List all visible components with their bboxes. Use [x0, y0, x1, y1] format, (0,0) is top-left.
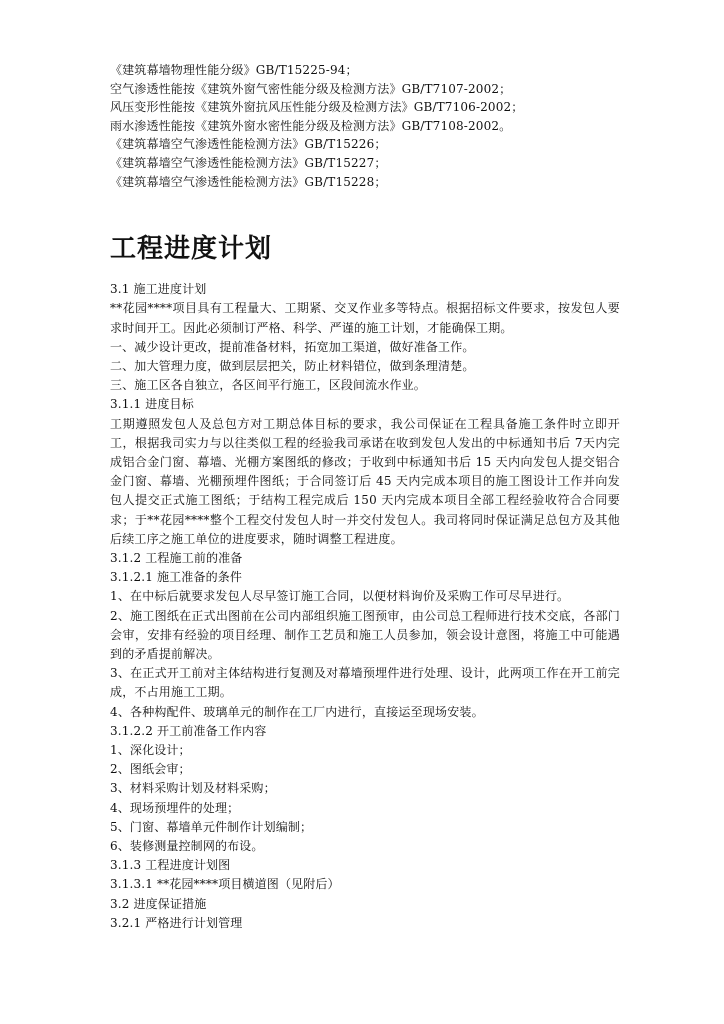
standard-line: 雨水渗透性能按《建筑外窗水密性能分级及检测方法》GB/T7108-2002。 — [110, 118, 512, 133]
paragraph: 工期遵照发包人及总包方对工期总体目标的要求，我公司保证在工程具备施工条件时立即开工，根据我司实力与以往类似工程的经验我司承诺在收到发包人发出的中标通知书后 7天内完成铝合金门窗、幕墙、光棚方案图纸的修改；于收到中标通知书后 15 天内向发包人提交铝合金门窗、幕墙、光棚预埋件图纸；于合同签订后 45 天内完成本项目的施工图设计工作并向发包人提交正式施工图纸；于结构工程完成后 150 天内完成本项目全部工程经验收符合合同要求；于**花园****整个工程交付发包人时一并交付发包人。我司将同时保证满足总包方及其他后续工序之施工单位的进度要求，随时调整工程进度。 — [110, 416, 620, 546]
list-item: 5、门窗、幕墙单元件制作计划编制； — [110, 819, 313, 834]
subsection-title: 3.1.2.1 施工准备的条件 — [110, 570, 243, 585]
subsection-title: 3.1 施工进度计划 — [110, 282, 207, 297]
list-item: 二、加大管理力度，做到层层把关，防止材料错位，做到条理清楚。 — [110, 358, 475, 373]
list-item: 一、减少设计更改，提前准备材料，拓宽加工渠道，做好准备工作。 — [110, 339, 475, 354]
standard-line: 《建筑幕墙物理性能分级》GB/T15225-94； — [110, 63, 358, 77]
subsection-title: 3.2 进度保证措施 — [110, 896, 207, 911]
subsection-title: 3.2.1 严格进行计划管理 — [110, 915, 243, 930]
list-item: 4、现场预埋件的处理； — [110, 800, 240, 815]
standard-line: 《建筑幕墙空气渗透性能检测方法》GB/T15226； — [110, 137, 387, 152]
list-item: 4、各种构配件、玻璃单元的制作在工厂内进行，直接运至现场安装。 — [110, 704, 484, 719]
standard-line: 《建筑幕墙空气渗透性能检测方法》GB/T15228； — [110, 174, 387, 189]
document-body — [110, 280, 620, 933]
subsection-title: 3.1.1 进度目标 — [110, 397, 194, 412]
paragraph: **花园****项目具有工程量大、工期紧、交叉作业多等特点。根据招标文件要求，按发包人要求时间开工。因此必须制订严格、科学、严谨的施工计划，才能确保工期。 — [110, 301, 620, 335]
standard-line: 空气渗透性能按《建筑外窗气密性能分级及检测方法》GB/T7107-2002； — [110, 81, 512, 96]
section-heading: 工程进度计划 — [110, 234, 273, 265]
list-item: 1、深化设计； — [110, 743, 191, 758]
subsection-title: 3.1.3.1 **花园****项目横道图（见附后） — [110, 877, 340, 892]
list-item: 1、在中标后就要求发包人尽早签订施工合同，以便材料询价及采购工作可尽早进行。 — [110, 589, 570, 604]
standard-line: 《建筑幕墙空气渗透性能检测方法》GB/T15227； — [110, 155, 387, 170]
subsection-title: 3.1.2 工程施工前的准备 — [110, 551, 243, 565]
list-item: 2、施工图纸在正式出图前在公司内部组织施工图预审，由公司总工程师进行技术交底，各部门会审，安排有经验的项目经理、制作工艺员和施工人员参加，领会设计意图，将施工中可能遇到的矛盾提前解决。 — [110, 608, 620, 662]
list-item: 3、材料采购计划及材料采购； — [110, 781, 276, 796]
document-page — [110, 61, 620, 933]
standards-list — [110, 61, 620, 191]
standard-line: 风压变形性能按《建筑外窗抗风压性能分级及检测方法》GB/T7106-2002； — [110, 100, 524, 115]
list-item: 2、图纸会审； — [110, 762, 191, 777]
subsection-title: 3.1.3 工程进度计划图 — [110, 858, 231, 873]
subsection-title: 3.1.2.2 开工前准备工作内容 — [110, 723, 267, 738]
list-item: 3、在正式开工前对主体结构进行复测及对幕墙预埋件进行处理、设计，此两项工作在开工前完成，不占用施工工期。 — [110, 666, 620, 700]
list-item: 6、装修测量控制网的布设。 — [110, 839, 264, 854]
list-item: 三、施工区各自独立，各区间平行施工，区段间流水作业。 — [110, 378, 426, 393]
